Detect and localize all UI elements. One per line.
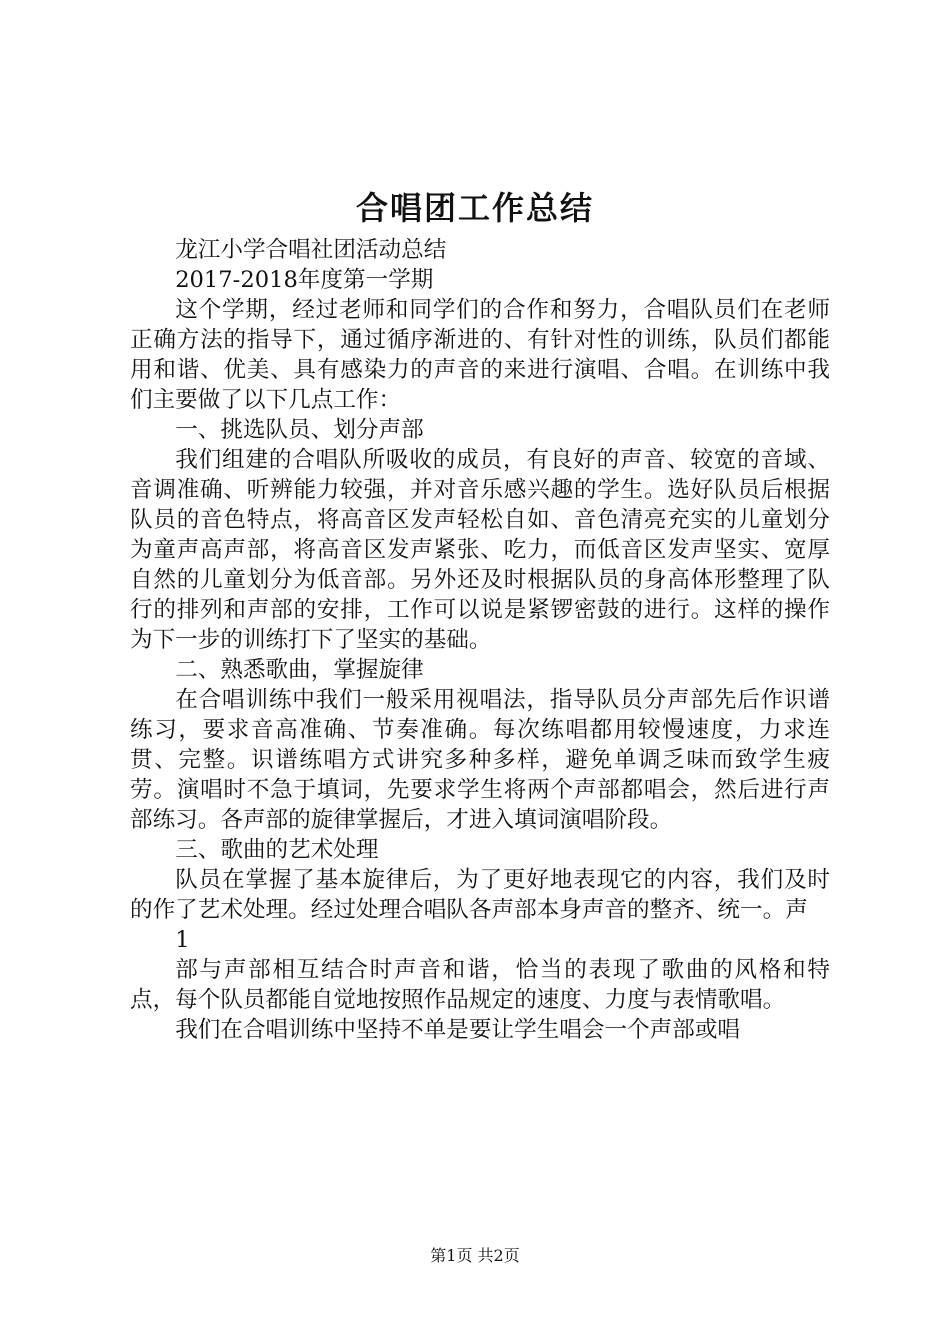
paragraph-section-1: 我们组建的合唱队所吸收的成员，有良好的声音、较宽的音域、音调准确、听辨能力较强，并对音乐感兴趣的学生。选好队员后根据队员的音色特点，将高音区发声轻松自如、音色清亮充实的儿童划分为童声高声部，将高音区发声紧张、吃力，而低音区发声坚实、宽厚自然的儿童划分为低音部。另外还及时根据队员的身高体形整理了队行的排列和声部的安排，工作可以说是紧锣密鼓的进行。这样的操作为下一步的训练打下了坚实的基础。 [130,447,830,653]
paragraph-intro: 这个学期，经过老师和同学们的合作和努力，合唱队员们在老师正确方法的指导下，通过循序渐进的、有针对性的训练，队员们都能用和谐、优美、具有感染力的声音的来进行演唱、合唱。在训练中我们主要做了以下几点工作： [130,297,830,413]
paragraph-final: 我们在合唱训练中坚持不单是要让学生唱会一个声部或唱 [175,1017,741,1043]
document-title: 合唱团工作总结 [355,189,594,227]
paragraph-semester: 2017-2018年度第一学期 [175,267,434,293]
paragraph-section-3: 队员在掌握了基本旋律后，为了更好地表现它的内容，我们及时的作了艺术处理。经过处理合唱队各声部本身声音的整齐、统一。声 [130,867,830,923]
paragraph-continuation: 部与声部相互结合时声音和谐，恰当的表现了歌曲的风格和特点，每个队员都能自觉地按照作品规定的速度、力度与表情歌唱。 [130,957,830,1013]
inline-page-number: 1 [175,927,190,953]
document-body [130,235,830,1045]
paragraph-section-2: 在合唱训练中我们一般采用视唱法，指导队员分声部先后作识谱练习，要求音高准确、节奏准确。每次练唱都用较慢速度，力求连贯、完整。识谱练唱方式讲究多种多样，避免单调乏味而致学生疲劳。演唱时不急于填词，先要求学生将两个声部都唱会，然后进行声部练习。各声部的旋律掌握后，才进入填词演唱阶段。 [130,687,830,833]
paragraph-subtitle: 龙江小学合唱社团活动总结 [175,237,447,263]
section-heading-1: 一、挑选队员、划分声部 [175,417,424,443]
section-heading-3: 三、歌曲的艺术处理 [175,837,379,863]
section-heading-2: 二、熟悉歌曲，掌握旋律 [175,657,424,683]
page-footer: 第1页 共2页 [430,1246,520,1265]
